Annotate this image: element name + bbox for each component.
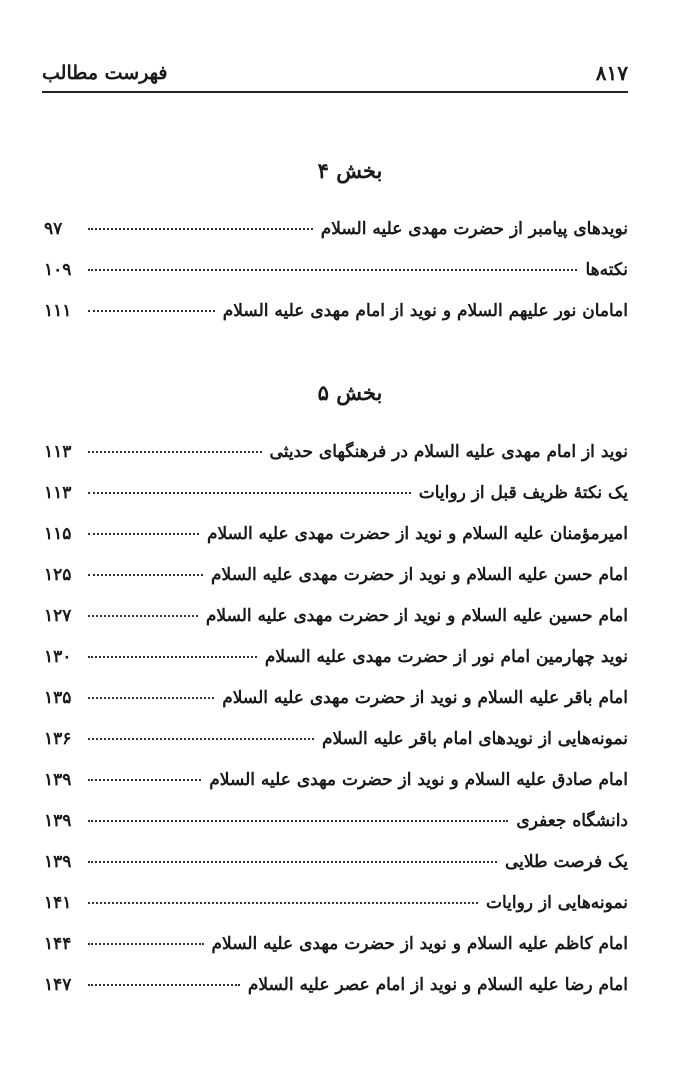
- dot-leader: [88, 738, 314, 740]
- toc-entry-page: ۱۲۵: [44, 565, 72, 585]
- toc-entry: [44, 842, 628, 883]
- header-divider: [42, 91, 628, 93]
- toc-list-section-4: [44, 209, 628, 332]
- header-title: فهرست مطالب: [42, 62, 168, 84]
- dot-leader: [88, 533, 199, 535]
- toc-entry-page: ۱۱۵: [44, 524, 72, 544]
- dot-leader: [88, 861, 497, 863]
- dot-leader: [88, 902, 478, 904]
- toc-entry-page: ۱۴۴: [44, 934, 72, 954]
- section-title-4: بخش ۴: [317, 158, 383, 183]
- toc-entry-page: ۱۰۹: [44, 260, 72, 280]
- toc-entry: [44, 555, 628, 596]
- toc-entry-title: یک نکتهٔ ظریف قبل از روایات: [418, 483, 628, 503]
- toc-entry-title: امیرمؤمنان علیه السلام و نوید از حضرت مهدی علیه السلام: [206, 524, 628, 544]
- toc-entry: [44, 432, 628, 473]
- toc-entry: [44, 760, 628, 801]
- dot-leader: [88, 943, 204, 945]
- toc-entry-page: ۱۱۳: [44, 442, 72, 462]
- dot-leader: [88, 228, 313, 230]
- dot-leader: [88, 820, 508, 822]
- toc-entry-page: ۱۴۷: [44, 975, 72, 995]
- dot-leader: [88, 656, 257, 658]
- dot-leader: [88, 574, 203, 576]
- dot-leader: [88, 984, 240, 986]
- toc-entry-page: ۹۷: [44, 219, 63, 239]
- toc-entry: [44, 678, 628, 719]
- toc-entry-title: نوید از امام مهدی علیه السلام در فرهنگهای حدیثی: [269, 442, 628, 462]
- toc-list-section-5: [44, 432, 628, 1006]
- toc-entry: [44, 291, 628, 332]
- toc-entry: [44, 801, 628, 842]
- toc-entry-page: ۱۳۶: [44, 729, 72, 749]
- toc-entry: [44, 965, 628, 1006]
- toc-entry-page: ۱۳۹: [44, 852, 72, 872]
- dot-leader: [88, 615, 198, 617]
- toc-entry-title: امامان نور علیهم السلام و نوید از امام مهدی علیه السلام: [222, 301, 628, 321]
- toc-entry: [44, 250, 628, 291]
- dot-leader: [88, 451, 262, 453]
- toc-entry-page: ۱۱۱: [44, 301, 72, 321]
- toc-entry-page: ۱۳۵: [44, 688, 72, 708]
- toc-entry-page: ۱۴۱: [44, 893, 72, 913]
- toc-entry: [44, 473, 628, 514]
- toc-entry-title: دانشگاه جعفری: [516, 811, 628, 831]
- page-header: [42, 58, 628, 88]
- toc-entry-title: امام صادق علیه السلام و نوید از حضرت مهدی علیه السلام: [209, 770, 628, 790]
- toc-entry: [44, 637, 628, 678]
- toc-entry-title: نمونه‌هایی از نویدهای امام باقر علیه السلام: [322, 729, 628, 749]
- dot-leader: [88, 779, 201, 781]
- toc-entry-page: ۱۳۰: [44, 647, 72, 667]
- toc-entry-title: نکته‌ها: [585, 260, 628, 280]
- toc-entry: [44, 719, 628, 760]
- toc-entry-page: ۱۲۷: [44, 606, 72, 626]
- toc-entry-title: نویدهای پیامبر از حضرت مهدی علیه السلام: [320, 219, 628, 239]
- dot-leader: [88, 310, 215, 312]
- dot-leader: [88, 697, 214, 699]
- toc-entry-page: ۱۳۹: [44, 811, 72, 831]
- toc-entry-page: ۱۱۳: [44, 483, 72, 503]
- toc-entry: [44, 596, 628, 637]
- toc-entry-title: نمونه‌هایی از روایات: [485, 893, 628, 913]
- toc-entry: [44, 883, 628, 924]
- toc-entry-title: امام حسین علیه السلام و نوید از حضرت مهدی علیه السلام: [205, 606, 628, 626]
- toc-entry: [44, 209, 628, 250]
- toc-entry-title: امام رضا علیه السلام و نوید از امام عصر علیه السلام: [247, 975, 628, 995]
- dot-leader: [88, 492, 411, 494]
- toc-entry-title: امام کاظم علیه السلام و نوید از حضرت مهدی علیه السلام: [211, 934, 628, 954]
- toc-entry-title: امام باقر علیه السلام و نوید از حضرت مهدی علیه السلام: [222, 688, 628, 708]
- toc-entry: [44, 924, 628, 965]
- toc-entry: [44, 514, 628, 555]
- dot-leader: [88, 269, 577, 271]
- toc-entry-title: نوید چهارمین امام نور از حضرت مهدی علیه السلام: [264, 647, 628, 667]
- toc-entry-title: امام حسن علیه السلام و نوید از حضرت مهدی علیه السلام: [211, 565, 628, 585]
- header-page-number: ۸۱۷: [595, 61, 628, 85]
- toc-entry-page: ۱۳۹: [44, 770, 72, 790]
- section-title-5: بخش ۵: [317, 380, 383, 405]
- toc-entry-title: یک فرصت طلایی: [505, 852, 628, 872]
